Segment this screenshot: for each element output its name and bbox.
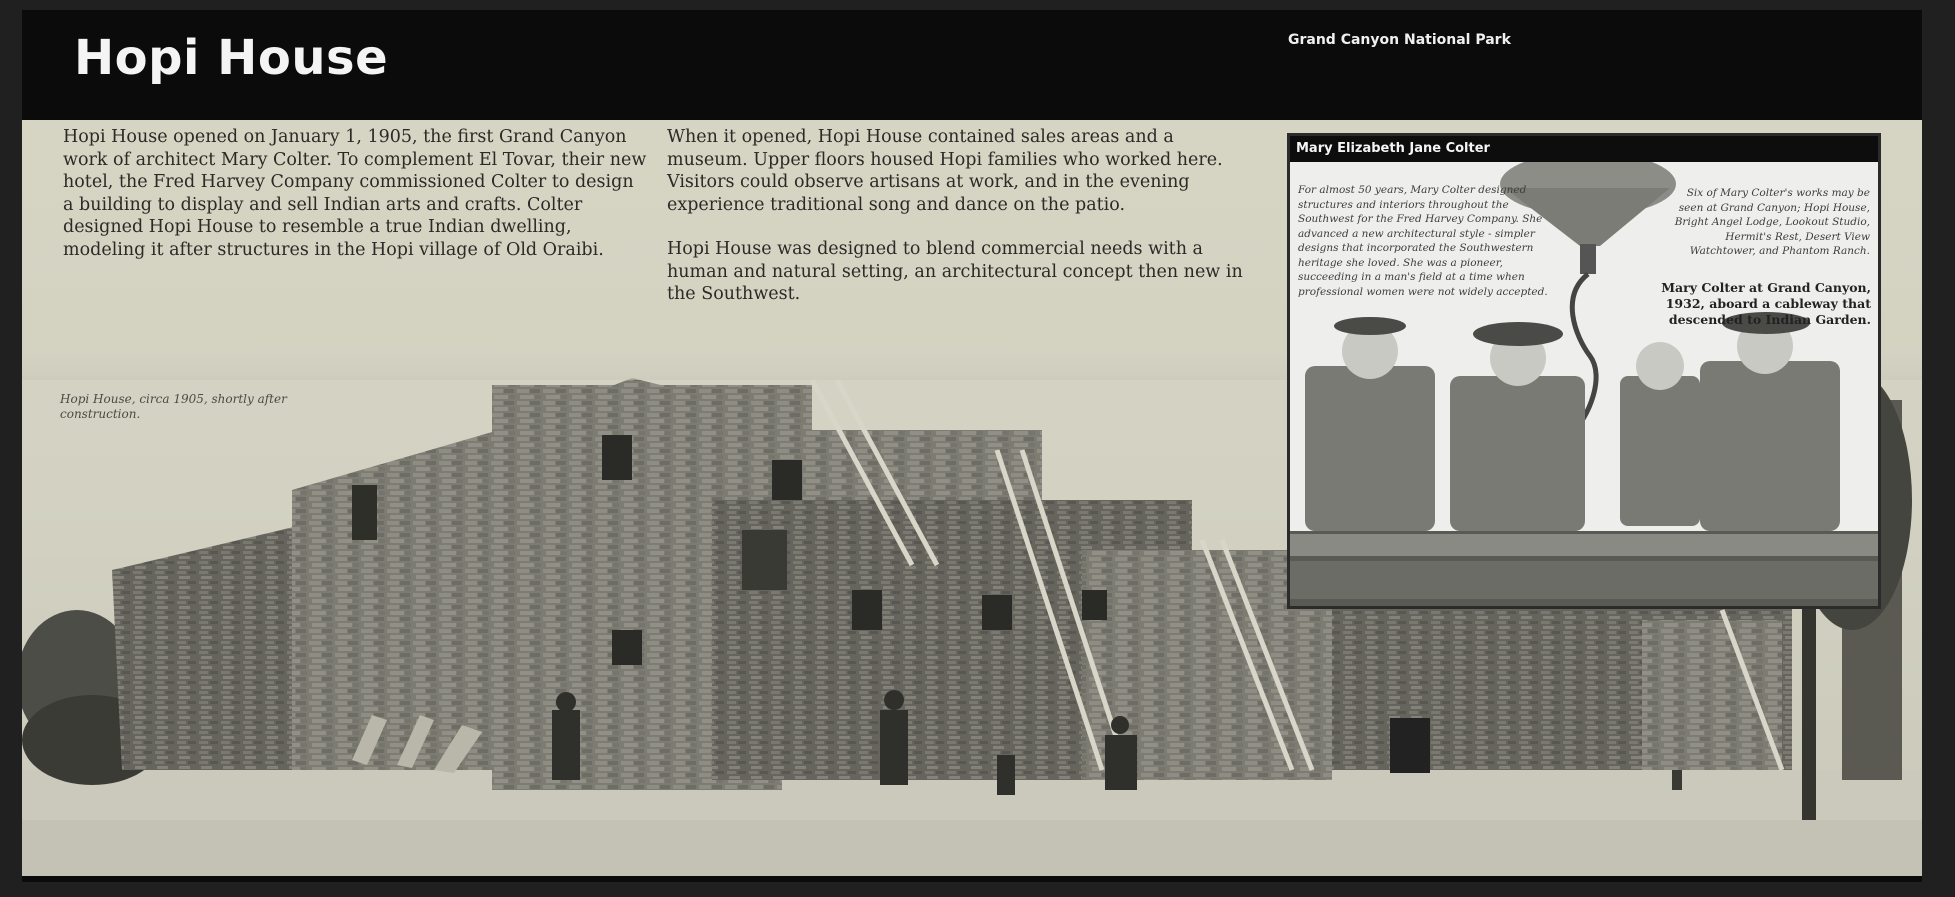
intro-text: Hopi House opened on January 1, 1905, the first Grand Canyon work of architect Mary Colter. To complement El Tovar, their new hotel, the Fred Harvey Company commissioned Colter to design a building to display and sell Indian arts and crafts. Colter designed Hopi House to resemble a true Indian dwelling, modeling it after structures in the Hopi village of Old Oraibi. <box>63 127 647 260</box>
history-paragraph-1: When it opened, Hopi House contained sales areas and a museum. Upper floors housed Hopi families who worked here. Visitors could observe artisans at work, and in the evening experience traditional song and dance on the patio. <box>667 127 1223 215</box>
colter-works: Six of Mary Colter's works may be seen at Grand Canyon; Hopi House, Bright Angel Lodge, Lookout Studio, Hermit's Rest, Desert View Watchtower, and Phantom Ranch. <box>1674 187 1870 257</box>
inset-title: Mary Elizabeth Jane Colter <box>1290 136 1878 162</box>
colter-inset <box>1287 133 1881 609</box>
photo-caption: Hopi House, circa 1905, shortly after construction. <box>60 392 287 421</box>
sign-title: Hopi House <box>74 30 389 86</box>
park-name: Grand Canyon National Park <box>1288 32 1511 48</box>
history-text <box>667 126 1257 328</box>
colter-biography: For almost 50 years, Mary Colter designed structures and interiors throughout the Southwest for the Fred Harvey Company. She advanced a new architectural style - simpler designs that incorporated the Southwestern heritage she loved. She was a pioneer, succeeding in a man's field at a time when professional women were not widely accepted. <box>1298 184 1548 298</box>
inset-photo-caption: Mary Colter at Grand Canyon, 1932, aboard a cableway that descended to Indian Garden. <box>1661 280 1871 327</box>
history-paragraph-2: Hopi House was designed to blend commercial needs with a human and natural setting, an architectural concept then new in the Southwest. <box>667 239 1243 304</box>
